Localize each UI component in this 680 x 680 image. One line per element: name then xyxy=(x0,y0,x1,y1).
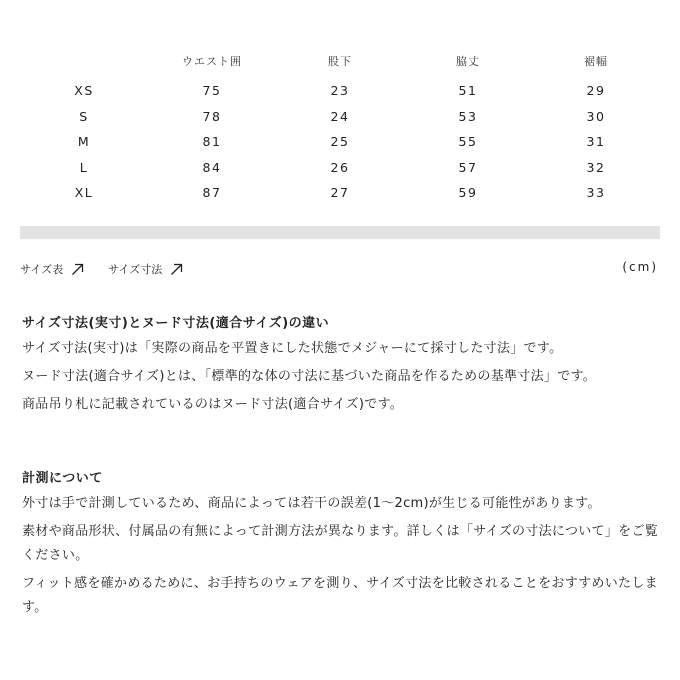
size-label: S xyxy=(79,108,89,124)
table-cell: 75 xyxy=(202,83,222,99)
size-chart-link-label: サイズ表 xyxy=(20,263,64,276)
table-cell: 87 xyxy=(202,185,222,201)
table-cell: 30 xyxy=(586,108,606,124)
difference-paragraph-1: サイズ寸法(実寸)は「実際の商品を平置きにした状態でメジャーにて採寸した寸法」です。 xyxy=(22,341,563,356)
table-row xyxy=(20,155,660,181)
table-cell: 26 xyxy=(330,159,350,175)
size-links xyxy=(20,261,207,277)
table-cell: 78 xyxy=(202,108,222,124)
size-chart-link[interactable] xyxy=(20,261,84,277)
table-row xyxy=(20,129,660,155)
size-label: L xyxy=(79,159,89,175)
table-cell: 55 xyxy=(458,134,478,150)
size-measure-link[interactable] xyxy=(108,261,183,277)
size-measure-link-label: サイズ寸法 xyxy=(108,263,163,276)
difference-paragraph-3: 商品吊り札に記載されているのはヌード寸法(適合サイズ)です。 xyxy=(22,397,404,412)
measurement-paragraph-1: 外寸は手で計測しているため、商品によっては若干の誤差(1〜2cm)が生じる可能性があります。 xyxy=(22,496,601,511)
table-header-side-length: 脇丈 xyxy=(456,55,480,68)
table-row xyxy=(20,180,660,206)
table-cell: 59 xyxy=(458,185,478,201)
table-cell: 51 xyxy=(458,83,478,99)
measurement-title: 計測について xyxy=(22,471,103,486)
measurement-paragraph-3: フィット感を確かめるために、お手持ちのウェアを測り、サイズ寸法を比較されることをおすすめいたします。 xyxy=(22,576,658,615)
unit-label: (cm) xyxy=(622,260,658,274)
table-cell: 32 xyxy=(586,159,606,175)
table-cell: 84 xyxy=(202,159,222,175)
table-header-waist: ウエスト囲 xyxy=(182,55,242,68)
table-cell: 23 xyxy=(330,83,350,99)
size-table xyxy=(20,44,660,206)
measurement-section xyxy=(22,467,662,624)
table-row xyxy=(20,104,660,130)
table-cell: 24 xyxy=(330,108,350,124)
size-label: XS xyxy=(74,83,94,99)
size-label: XL xyxy=(74,185,94,201)
table-cell: 31 xyxy=(586,134,606,150)
table-header-row xyxy=(20,44,660,78)
table-header-inseam: 股下 xyxy=(328,55,352,68)
horizontal-scrollbar[interactable] xyxy=(20,226,660,239)
size-label: M xyxy=(77,134,91,150)
table-cell: 33 xyxy=(586,185,606,201)
table-cell: 57 xyxy=(458,159,478,175)
table-cell: 29 xyxy=(586,83,606,99)
table-cell: 53 xyxy=(458,108,478,124)
difference-section xyxy=(22,312,662,421)
measurement-paragraph-2: 素材や商品形状、付属品の有無によって計測方法が異なります。詳しくは「サイズの寸法について」をご覧ください。 xyxy=(22,524,659,563)
external-arrow-icon xyxy=(71,263,84,276)
difference-paragraph-2: ヌード寸法(適合サイズ)とは、「標準的な体の寸法に基づいた商品を作るための基準寸法」です。 xyxy=(22,369,597,384)
difference-title: サイズ寸法(実寸)とヌード寸法(適合サイズ)の違い xyxy=(22,316,330,331)
table-header-corner xyxy=(20,44,148,78)
table-header-hem-width: 裾幅 xyxy=(584,55,608,68)
table-cell: 25 xyxy=(330,134,350,150)
table-cell: 27 xyxy=(330,185,350,201)
table-cell: 81 xyxy=(202,134,222,150)
external-arrow-icon xyxy=(170,263,183,276)
table-row xyxy=(20,78,660,104)
